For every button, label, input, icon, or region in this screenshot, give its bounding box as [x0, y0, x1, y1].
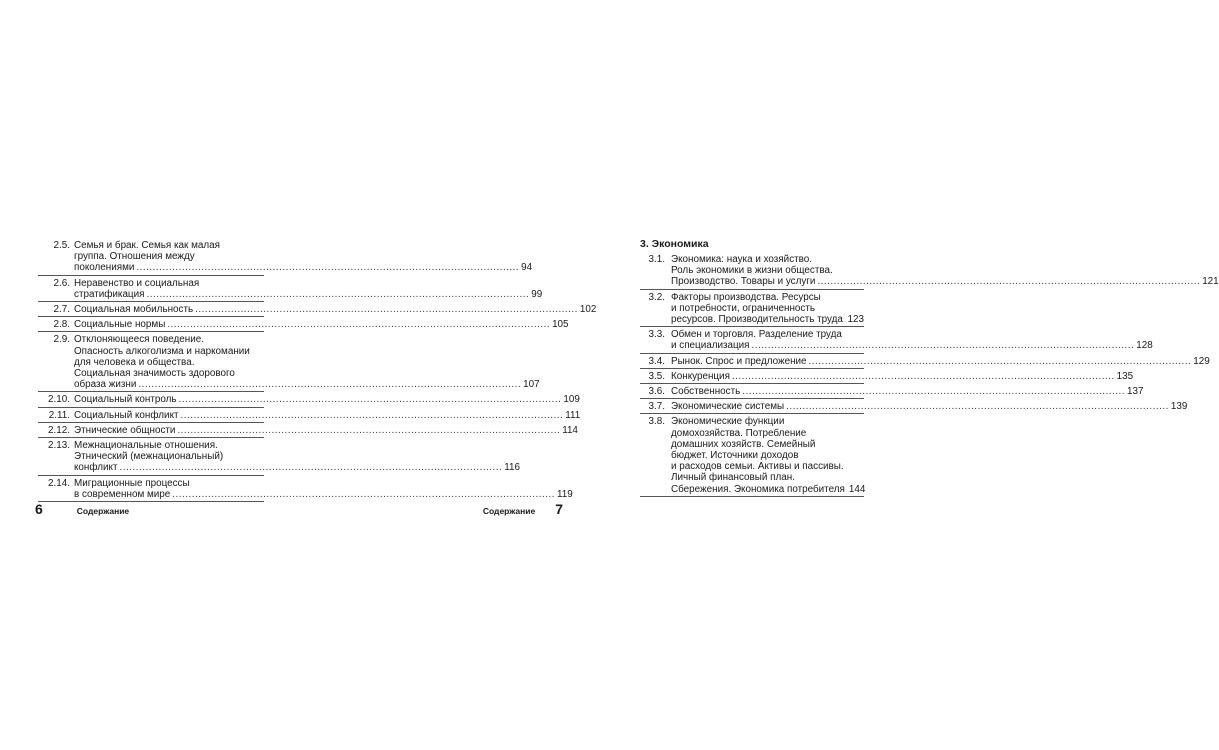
dot-leader [809, 356, 1192, 367]
entry-title-line: конфликт [74, 462, 118, 474]
entry-title-line: Миграционные процессы [74, 477, 190, 489]
entry-title-line: и специализация [671, 340, 750, 352]
page-number: 6 [35, 501, 43, 517]
dot-leader [817, 276, 1200, 287]
entry-page-number: 144 [848, 483, 866, 495]
entry-number: 3.6. [648, 386, 665, 398]
entry-title-line: Личный финансовый план. [671, 472, 795, 484]
entry-last-line [671, 484, 864, 495]
page-footer-left [35, 501, 129, 517]
entry-last-line [671, 276, 1219, 288]
toc-entry [38, 334, 540, 392]
entry-last-line [74, 462, 521, 474]
entry-last-line [671, 370, 1134, 382]
entry-title-line: Социальный контроль [74, 394, 177, 406]
entry-page-number: 109 [563, 394, 580, 406]
entry-title-line: в современном мире [74, 488, 171, 500]
toc-entry [640, 386, 1144, 399]
entry-title-line: Этнические общности [74, 424, 176, 436]
entry-page-number: 128 [1136, 340, 1153, 352]
toc-entry [640, 329, 1153, 353]
entry-last-line [671, 314, 864, 325]
entry-page-number: 116 [504, 462, 521, 474]
entry-title-line: домашних хозяйств. Семейный [671, 438, 816, 450]
toc-entry [38, 409, 581, 423]
entry-page-number: 137 [1127, 386, 1144, 398]
toc-entry [38, 477, 573, 502]
entry-number: 3.8. [648, 416, 665, 428]
entry-title-line: Роль экономики в жизни общества. [671, 265, 833, 277]
toc-entries-right [640, 254, 1219, 497]
entry-number: 2.10. [48, 394, 70, 406]
entry-last-line [671, 386, 1144, 398]
entry-page-number: 107 [523, 379, 540, 391]
entry-number: 2.12. [48, 424, 70, 436]
entry-title-line: Факторы производства. Ресурсы [671, 291, 821, 303]
toc-entry [38, 319, 569, 332]
entry-last-line [671, 340, 1153, 352]
entry-last-line [74, 304, 597, 316]
entry-last-line [671, 355, 1210, 367]
entry-title-line: Социальные нормы [74, 319, 166, 331]
entry-page-number: 105 [552, 319, 569, 331]
entry-number: 2.9. [53, 334, 70, 346]
entry-number: 2.6. [53, 277, 70, 289]
toc-entry [640, 416, 864, 496]
entry-page-number: 94 [521, 262, 533, 274]
entry-title-line: Собственность [671, 386, 741, 398]
entry-title-line: Экономические системы [671, 401, 785, 413]
entry-title-line: ресурсов. Производительность труда [671, 314, 843, 326]
toc-entry [640, 292, 864, 328]
entry-title-line: Социальная мобильность [74, 304, 194, 316]
entry-number: 2.7. [53, 304, 70, 316]
toc-entry [38, 394, 580, 407]
entry-title-line: Отклоняющееся поведение. [74, 334, 204, 346]
entry-last-line [74, 424, 578, 436]
entry-title-line: Обмен и торговля. Разделение труда [671, 329, 842, 341]
toc-entry [640, 370, 1134, 384]
entry-title-line: образа жизни [74, 379, 137, 391]
entry-last-line [74, 262, 533, 274]
entry-number: 3.4. [648, 355, 665, 367]
entry-number: 2.14. [48, 477, 70, 489]
page-number: 7 [555, 501, 563, 517]
entry-title-line: Сбережения. Экономика потребителя [671, 483, 845, 495]
entry-title-line: домохозяйства. Потребление [671, 427, 807, 439]
entry-title-line: Социальная значимость здорового [74, 368, 235, 380]
entry-page-number: 135 [1116, 370, 1134, 382]
entry-number: 3.5. [648, 370, 665, 382]
entry-page-number: 139 [1170, 401, 1188, 413]
entry-title-line: Рынок. Спрос и предложение [671, 355, 807, 367]
entry-page-number: 129 [1193, 355, 1210, 367]
entry-last-line [74, 379, 540, 391]
right-page [300, 0, 1219, 750]
toc-entry [640, 254, 1219, 290]
running-head: Содержание [482, 506, 536, 516]
entry-title-line: и потребности, ограниченность [671, 302, 816, 314]
entry-title-line: Экономические функции [671, 416, 785, 428]
entry-last-line [74, 488, 573, 500]
entry-title-line: Этнический (межнациональный) [74, 451, 224, 463]
entry-number: 3.3. [648, 329, 665, 341]
entry-number: 2.11. [48, 409, 70, 421]
toc-entry [38, 240, 533, 276]
entry-last-line [74, 319, 569, 331]
toc-list-left [38, 240, 597, 504]
entry-title-line: группа. Отношения между [74, 251, 195, 263]
toc-list-right [640, 238, 1219, 499]
entry-number: 2.13. [48, 440, 70, 452]
entry-page-number: 119 [557, 488, 573, 500]
dot-leader [732, 371, 1115, 382]
toc-entry [38, 440, 521, 476]
entry-title-line: Семья и брак. Семья как малая [74, 240, 220, 251]
entry-title-line: Производство. Товары и услуги [671, 276, 816, 288]
toc-entry [640, 355, 1210, 369]
entry-title-line: Неравенство и социальная [74, 277, 200, 289]
section-heading: 3. Экономика [640, 238, 709, 250]
entry-number: 3.1. [648, 254, 665, 265]
entry-title-line: для человека и общества. [74, 356, 195, 368]
entry-title-line: бюджет. Источники доходов [671, 450, 799, 462]
entry-title-line: Социальный конфликт [74, 409, 179, 421]
toc-entry [38, 424, 578, 438]
entry-title-line: Экономика: наука и хозяйство. [671, 254, 813, 265]
entry-last-line [74, 394, 580, 406]
left-page [0, 0, 597, 750]
toc-entry [640, 401, 1188, 414]
entry-last-line [74, 409, 581, 421]
entry-page-number: 123 [847, 314, 864, 326]
entry-number: 3.7. [648, 401, 665, 413]
dot-leader [742, 386, 1125, 397]
running-head: Содержание [76, 506, 130, 516]
entry-page-number: 121 [1202, 276, 1219, 288]
entry-title-line: поколениями [74, 262, 135, 274]
entry-last-line [74, 288, 543, 300]
entry-last-line [671, 401, 1188, 413]
dot-leader [786, 401, 1169, 412]
toc-entry [38, 304, 597, 317]
toc-entry [38, 277, 543, 302]
dot-leader [752, 340, 1135, 351]
entry-title-line: стратификация [74, 288, 145, 300]
entry-title-line: Межнациональные отношения. [74, 440, 218, 452]
entry-title-line: Конкуренция [671, 370, 730, 382]
dot-leader [845, 314, 846, 325]
entry-page-number: 111 [565, 409, 581, 421]
entry-page-number: 102 [579, 304, 597, 316]
entry-number: 2.5. [53, 240, 70, 251]
entry-number: 3.2. [648, 291, 665, 303]
entry-number: 2.8. [53, 319, 70, 331]
page-footer-right [483, 501, 563, 517]
entry-page-number: 99 [531, 288, 543, 300]
entry-page-number: 114 [562, 424, 578, 436]
entry-title-line: и расходов семьи. Активы и пассивы. [671, 461, 844, 473]
entry-title-line: Опасность алкоголизма и наркомании [74, 345, 250, 357]
